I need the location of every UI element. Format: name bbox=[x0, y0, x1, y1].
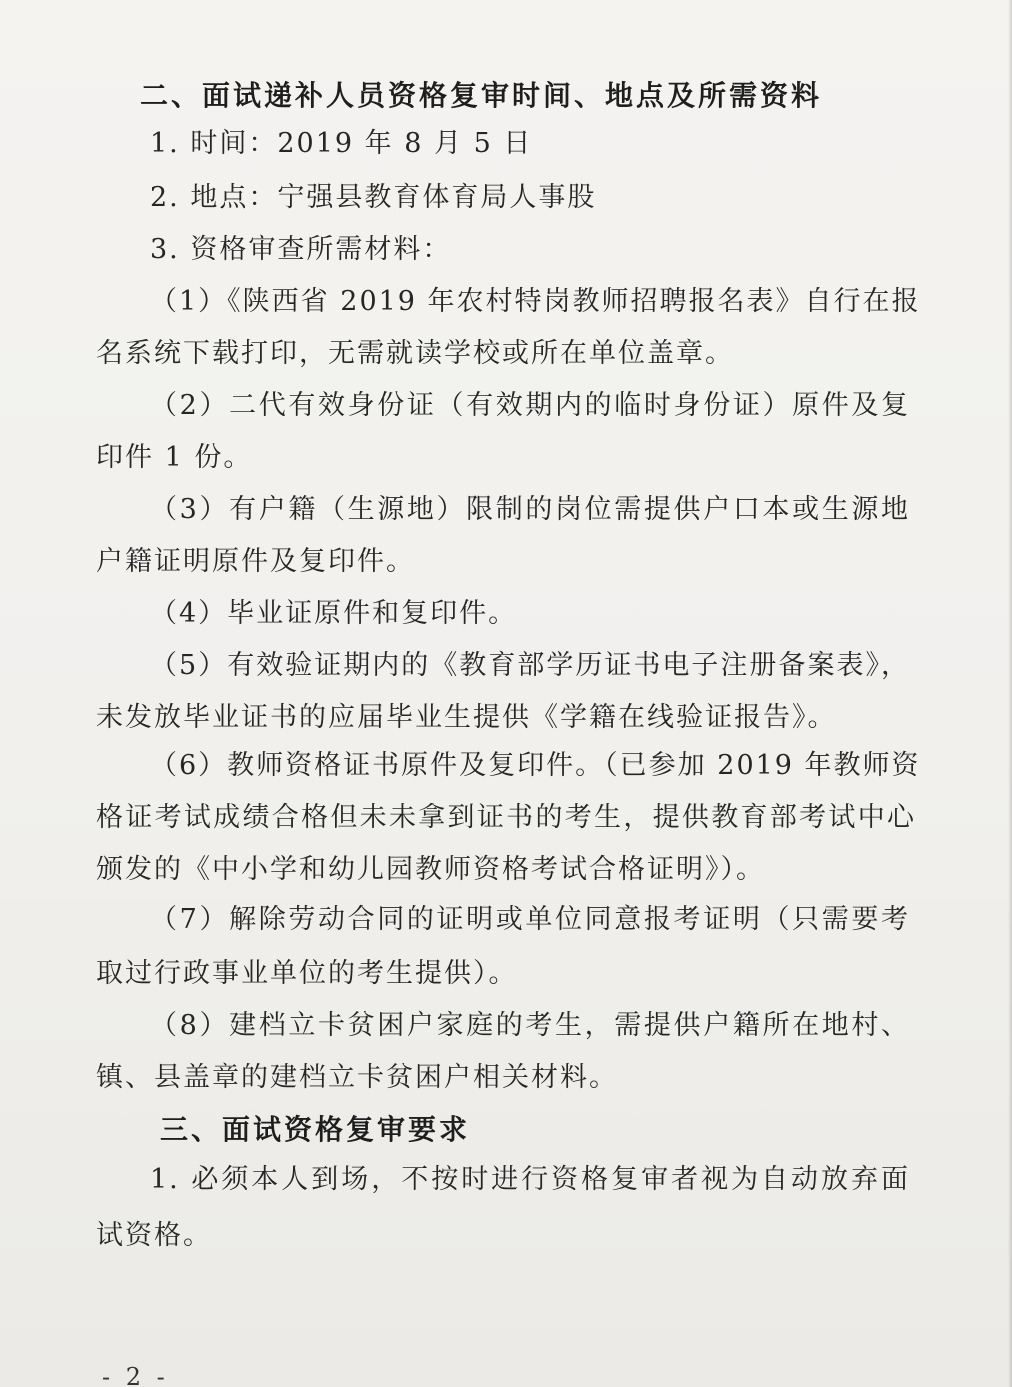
material-item-2-line-2: 印件 1 份。 bbox=[96, 442, 253, 473]
material-item-6-line-2: 格证考试成绩合格但未未拿到证书的考生，提供教育部考试中心 bbox=[96, 802, 916, 833]
material-item-4-line-1: （4）毕业证原件和复印件。 bbox=[150, 598, 518, 629]
page-number: - 2 - bbox=[102, 1363, 169, 1387]
material-item-3-line-2: 户籍证明原件及复印件。 bbox=[96, 546, 415, 577]
material-item-2-line-1: （2）二代有效身份证（有效期内的临时身份证）原件及复 bbox=[150, 390, 910, 421]
material-item-1-line-1: （1）《陕西省 2019 年农村特岗教师招聘报名表》自行在报 bbox=[150, 286, 921, 317]
section-3-heading: 三、面试资格复审要求 bbox=[160, 1113, 471, 1146]
materials-title: 3. 资格审查所需材料： bbox=[150, 234, 452, 265]
material-item-7-line-1: （7）解除劳动合同的证明或单位同意报考证明（只需要考 bbox=[150, 904, 910, 935]
requirement-item-1-line-2: 试资格。 bbox=[96, 1220, 212, 1251]
material-item-8-line-1: （8）建档立卡贫困户家庭的考生，需提供户籍所在地村、 bbox=[150, 1010, 910, 1041]
review-location: 2. 地点：宁强县教育体育局人事股 bbox=[150, 182, 597, 213]
material-item-6-line-1: （6）教师资格证书原件及复印件。（已参加 2019 年教师资 bbox=[150, 750, 921, 781]
material-item-7-line-2: 取过行政事业单位的考生提供）。 bbox=[96, 958, 518, 989]
material-item-3-line-1: （3）有户籍（生源地）限制的岗位需提供户口本或生源地 bbox=[150, 494, 910, 525]
requirement-item-1-line-1: 1. 必须本人到场，不按时进行资格复审者视为自动放弃面 bbox=[150, 1164, 910, 1195]
material-item-5-line-1: （5）有效验证期内的《教育部学历证书电子注册备案表》， bbox=[150, 650, 910, 681]
material-item-5-line-2: 未发放毕业证书的应届毕业生提供《学籍在线验证报告》。 bbox=[96, 702, 837, 733]
material-item-6-line-3: 颁发的《中小学和幼儿园教师资格考试合格证明》）。 bbox=[96, 854, 765, 885]
section-2-heading: 二、面试递补人员资格复审时间、地点及所需资料 bbox=[140, 79, 823, 112]
review-time: 1. 时间：2019 年 8 月 5 日 bbox=[150, 128, 533, 159]
material-item-1-line-2: 名系统下载打印，无需就读学校或所在单位盖章。 bbox=[96, 338, 734, 369]
material-item-8-line-2: 镇、县盖章的建档立卡贫困户相关材料。 bbox=[96, 1062, 618, 1093]
